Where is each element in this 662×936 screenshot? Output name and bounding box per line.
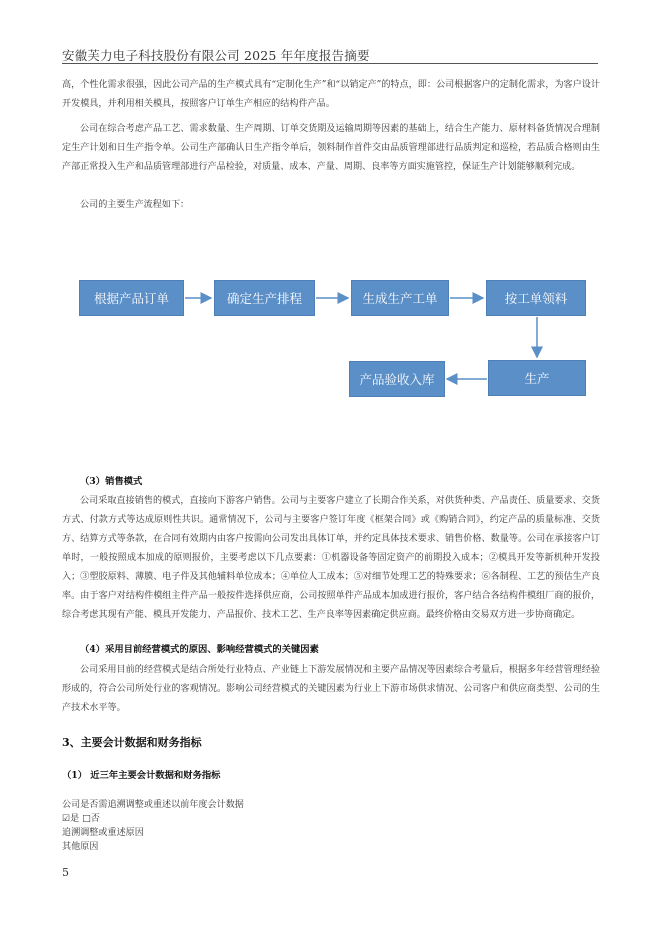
subhead-sales-mode: （3）销售模式 bbox=[80, 476, 143, 487]
subhead-business-model-factors: （4）采用目前经营模式的原因、影响经营模式的关键因素 bbox=[80, 644, 319, 655]
flow-step-work-order: 生成生产工单 bbox=[351, 280, 449, 316]
page-number: 5 bbox=[62, 866, 69, 879]
flow-step-order: 根据产品订单 bbox=[79, 280, 184, 316]
subhead-three-year-data: （1） 近三年主要会计数据和财务指标 bbox=[62, 770, 221, 781]
paragraph-sales-mode: 公司采取直接销售的模式，直接向下游客户销售。公司与主要客户建立了长期合作关系，对供货种类、产品责任、质量要求、交货方式、付款方式等达成原则性共识。通常情况下，公司与主要客户签订年度《框架合同》或《购销合同》，约定产品的质量标准、交货方、结算方式等条款，在合同有效期内由客户按需向公司发出具体订单，并约定具体技术要求、销售价格、数量等。公司在承接客户订单时，一般按照成本加成的原则报价，主要考虑以下几点要素：①机器设备等固定资产的前期投入成本；②模具开发等新机种开发投入；③塑胶原料、薄膜、电子件及其他辅料单位成本；④单位人工成本；⑤对细节处理工艺的特殊要求；⑥各制程、工艺的预估生产良率。由于客户对结构件模组主件产品一般按件选择供应商，公司按照单件产品成本加成进行报价，客户结合各结构件模组厂商的报价，综合考虑其现有产能、模具开发能力、产品报价、技术工艺、生产良率等因素确定供应商。最终价格由交易双方进一步协商确定。 bbox=[62, 496, 600, 620]
line-restatement-checkbox: ☑是 □否 bbox=[62, 814, 100, 824]
paragraph-production-mode: 高，个性化需求很强，因此公司产品的生产模式具有“定制化生产”和“以销定产”的特点，即：公司根据客户的定制化需求，为客户设计开发模具，并利用相关模具，按照客户订单生产相应的结构件产品。 bbox=[62, 80, 600, 109]
flow-step-schedule: 确定生产排程 bbox=[214, 280, 315, 316]
flow-step-material: 按工单领料 bbox=[486, 280, 586, 316]
line-restatement-reason: 追溯调整或重述原因 bbox=[62, 828, 144, 838]
line-other-reason: 其他原因 bbox=[62, 842, 99, 852]
paragraph-business-model-factors: 公司采用目前的经营模式是结合所处行业特点、产业链上下游发展情况和主要产品情况等因素综合考量后，根据多年经营管理经验形成的，符合公司所处行业的客观情况。影响公司经营模式的关键因素为行业上下游市场供求情况、公司客户和供应商类型、公司的生产技术水平等。 bbox=[62, 665, 600, 713]
report-header-title: 安徽芙力电子科技股份有限公司 2025 年年度报告摘要 bbox=[62, 48, 370, 63]
flow-step-production: 生产 bbox=[488, 360, 586, 396]
line-restatement-question: 公司是否需追溯调整或重述以前年度会计数据 bbox=[62, 800, 244, 810]
flow-step-warehouse: 产品验收入库 bbox=[349, 361, 445, 397]
paragraph-flow-intro: 公司的主要生产流程如下： bbox=[80, 200, 190, 210]
section-title-accounting: 3、主要会计数据和财务指标 bbox=[62, 736, 202, 749]
paragraph-production-planning: 公司在综合考虑产品工艺、需求数量、生产周期、订单交货期及运输周期等因素的基础上，结合生产能力、原材料备货情况合理制定生产计划和日生产指令单。公司生产部确认日生产指令单后，领料制作首件交由品质管理部进行品质判定和巡检，若品质合格则由生产部正常投入生产和品质管理部进行产品检验，对质量、成本、产量、周期、良率等方面实施管控，保证生产计划能够顺利完成。 bbox=[62, 124, 600, 172]
